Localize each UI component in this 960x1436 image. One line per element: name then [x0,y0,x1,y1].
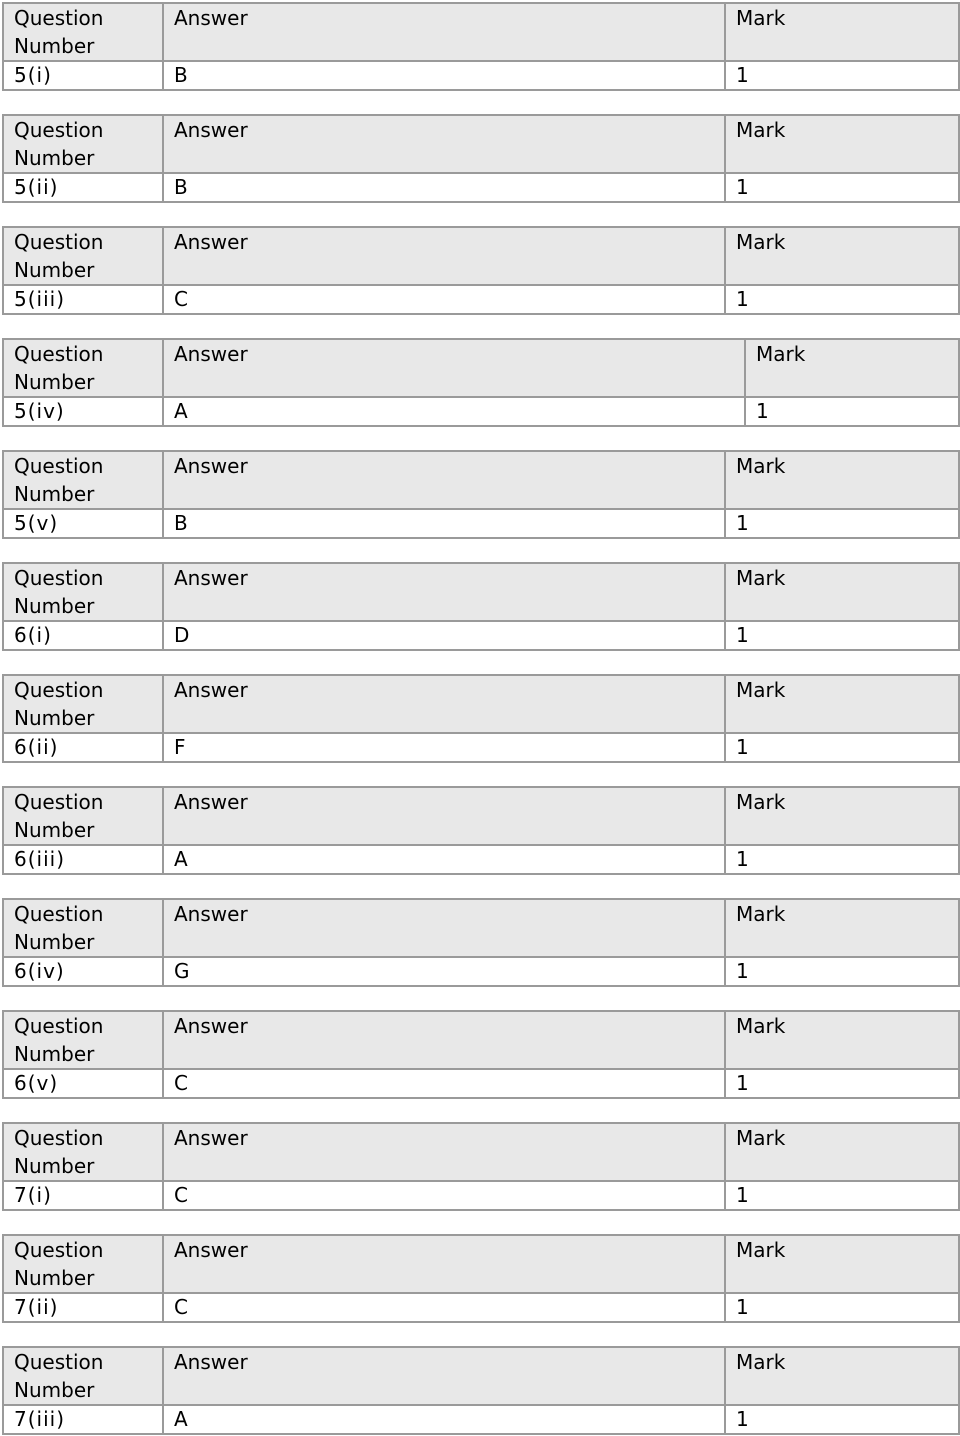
mark-cell: 1 [725,173,959,202]
header-row [3,563,959,621]
header-row [3,787,959,845]
mark-cell: 1 [745,397,959,426]
question-number-cell: 5(iii) [3,285,163,314]
header-row [3,1011,959,1069]
answer-header: Answer [163,1347,725,1405]
answer-header: Answer [163,227,725,285]
mark-cell: 1 [725,61,959,90]
question-number-cell: 5(ii) [3,173,163,202]
answer-row [3,621,959,650]
answer-header: Answer [163,1011,725,1069]
mark-header: Mark [725,451,959,509]
mark-scheme-table [2,114,960,203]
question-number-header: Question Number [3,1011,163,1069]
answer-cell: C [163,1293,725,1322]
question-number-header: Question Number [3,1347,163,1405]
mark-cell: 1 [725,1293,959,1322]
question-number-header: Question Number [3,115,163,173]
answer-header: Answer [163,339,745,397]
mark-scheme-block [2,1010,958,1097]
mark-scheme-table [2,1010,960,1099]
question-number-cell: 7(ii) [3,1293,163,1322]
mark-header: Mark [725,115,959,173]
mark-header: Mark [725,227,959,285]
mark-header: Mark [725,1235,959,1293]
mark-scheme-block [2,2,958,89]
answer-cell: B [163,61,725,90]
header-row [3,1235,959,1293]
mark-cell: 1 [725,1405,959,1434]
question-number-cell: 6(iii) [3,845,163,874]
answer-cell: A [163,397,745,426]
mark-scheme-block [2,1346,958,1433]
answer-row [3,1293,959,1322]
header-row [3,1347,959,1405]
answer-header: Answer [163,675,725,733]
mark-cell: 1 [725,621,959,650]
mark-scheme-table [2,1122,960,1211]
answer-header: Answer [163,787,725,845]
answer-header: Answer [163,899,725,957]
answer-header: Answer [163,451,725,509]
question-number-header: Question Number [3,451,163,509]
answer-row [3,285,959,314]
header-row [3,899,959,957]
question-number-header: Question Number [3,675,163,733]
question-number-header: Question Number [3,339,163,397]
answer-row [3,509,959,538]
question-number-header: Question Number [3,1123,163,1181]
mark-scheme-block [2,114,958,201]
answer-cell: A [163,1405,725,1434]
header-row [3,339,959,397]
answer-cell: C [163,285,725,314]
answer-cell: D [163,621,725,650]
mark-header: Mark [725,3,959,61]
question-number-cell: 5(iv) [3,397,163,426]
mark-cell: 1 [725,845,959,874]
mark-scheme-block [2,338,958,425]
mark-header: Mark [725,1123,959,1181]
mark-scheme-block [2,786,958,873]
mark-header: Mark [725,1347,959,1405]
answer-header: Answer [163,563,725,621]
mark-scheme-table [2,1234,960,1323]
mark-scheme-table [2,674,960,763]
mark-cell: 1 [725,285,959,314]
question-number-header: Question Number [3,227,163,285]
mark-cell: 1 [725,957,959,986]
mark-scheme-table [2,1346,960,1435]
question-number-cell: 6(v) [3,1069,163,1098]
header-row [3,451,959,509]
mark-header: Mark [725,787,959,845]
mark-scheme-block [2,1234,958,1321]
answer-cell: B [163,173,725,202]
mark-scheme-table [2,898,960,987]
mark-scheme-table [2,450,960,539]
mark-scheme-block [2,674,958,761]
question-number-cell: 6(iv) [3,957,163,986]
mark-scheme-block [2,562,958,649]
mark-header: Mark [725,1011,959,1069]
mark-scheme-table [2,226,960,315]
mark-cell: 1 [725,733,959,762]
mark-scheme-table [2,562,960,651]
mark-scheme-block [2,226,958,313]
question-number-cell: 7(iii) [3,1405,163,1434]
mark-scheme-table [2,2,960,91]
answer-row [3,957,959,986]
question-number-cell: 6(i) [3,621,163,650]
mark-scheme-block [2,898,958,985]
answer-row [3,733,959,762]
mark-cell: 1 [725,1181,959,1210]
header-row [3,1123,959,1181]
header-row [3,3,959,61]
header-row [3,675,959,733]
mark-header: Mark [745,339,959,397]
mark-cell: 1 [725,509,959,538]
answer-cell: A [163,845,725,874]
mark-scheme-block [2,1122,958,1209]
answer-row [3,1405,959,1434]
answer-cell: G [163,957,725,986]
question-number-header: Question Number [3,563,163,621]
mark-scheme-table [2,786,960,875]
question-number-cell: 6(ii) [3,733,163,762]
mark-header: Mark [725,675,959,733]
mark-scheme-table [2,338,960,427]
header-row [3,227,959,285]
answer-header: Answer [163,1123,725,1181]
question-number-cell: 5(v) [3,509,163,538]
answer-row [3,845,959,874]
answer-row [3,397,959,426]
answer-header: Answer [163,1235,725,1293]
answer-cell: B [163,509,725,538]
question-number-header: Question Number [3,1235,163,1293]
question-number-header: Question Number [3,3,163,61]
answer-row [3,1181,959,1210]
mark-scheme-block [2,450,958,537]
header-row [3,115,959,173]
mark-header: Mark [725,899,959,957]
mark-cell: 1 [725,1069,959,1098]
answer-row [3,1069,959,1098]
question-number-cell: 5(i) [3,61,163,90]
answer-header: Answer [163,3,725,61]
answer-row [3,173,959,202]
answer-cell: C [163,1181,725,1210]
answer-header: Answer [163,115,725,173]
question-number-header: Question Number [3,899,163,957]
answer-row [3,61,959,90]
question-number-cell: 7(i) [3,1181,163,1210]
answer-cell: F [163,733,725,762]
answer-cell: C [163,1069,725,1098]
mark-header: Mark [725,563,959,621]
question-number-header: Question Number [3,787,163,845]
